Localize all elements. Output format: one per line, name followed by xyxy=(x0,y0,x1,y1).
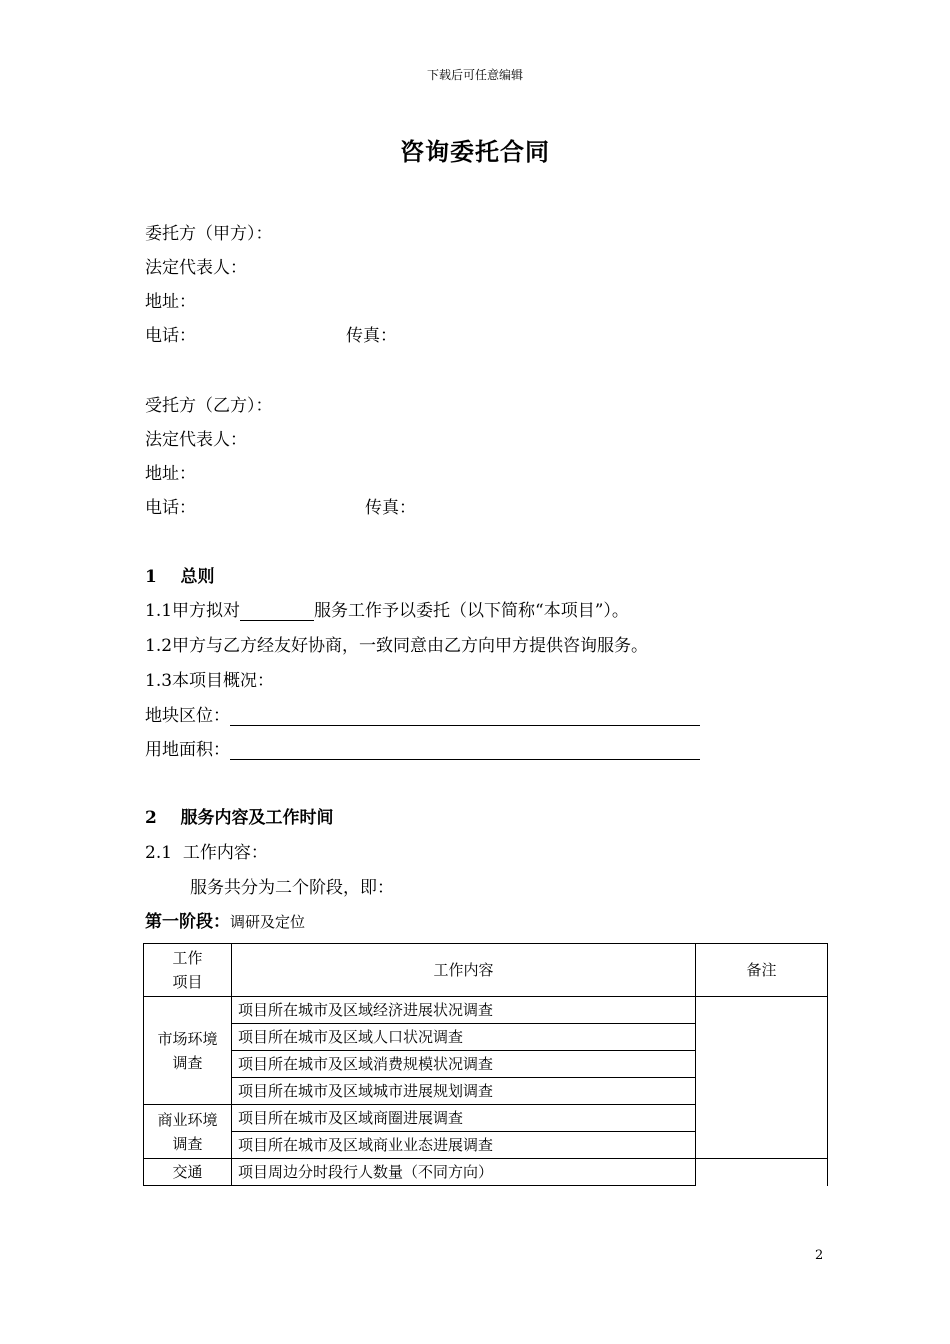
table-header-row xyxy=(144,944,828,997)
party-b-name-label: 受托方（乙方）： xyxy=(145,396,273,416)
party-b-address-label: 地址： xyxy=(145,464,196,484)
land-area-blank xyxy=(230,741,700,760)
party-b-phone-label: 电话： xyxy=(145,498,196,518)
document-title: 咨询委托合同 xyxy=(400,137,550,166)
header-work-content: 工作内容 xyxy=(232,944,696,997)
content-cell: 项目所在城市及区域经济进展状况调查 xyxy=(232,997,696,1024)
item-traffic: 交通 xyxy=(144,1159,232,1186)
content-cell: 项目所在城市及区域商圈进展调查 xyxy=(232,1105,696,1132)
clause-1-1-post: 服务工作予以委托（以下简称“本项目”）。 xyxy=(314,601,629,621)
remarks-cell xyxy=(696,997,828,1159)
party-a-phone-label: 电话： xyxy=(145,326,196,346)
header-remarks: 备注 xyxy=(696,944,828,997)
party-a-name-label: 委托方（甲方）： xyxy=(145,224,273,244)
stage-name: 调研及定位 xyxy=(230,913,306,931)
plot-location-blank xyxy=(230,707,700,726)
plot-location-line xyxy=(145,706,700,726)
page-header: 下载后可任意编辑 xyxy=(426,68,523,82)
party-b-fax-label: 传真： xyxy=(365,498,416,518)
land-area-line xyxy=(145,740,700,760)
work-content-table xyxy=(143,943,828,1186)
clause-2-1: 2.1 工作内容： xyxy=(145,843,268,863)
content-cell: 项目所在城市及区域商业业态进展调查 xyxy=(232,1132,696,1159)
page-number: 2 xyxy=(815,1248,824,1263)
party-a-rep-label: 法定代表人： xyxy=(145,258,247,278)
item-commercial-environment: 商业环境调查 xyxy=(144,1105,232,1159)
remarks-cell-open xyxy=(696,1159,828,1186)
plot-location-label: 地块区位： xyxy=(145,706,230,726)
stage-label: 第一阶段： xyxy=(145,912,230,932)
project-blank xyxy=(240,602,314,621)
clause-1-2: 1.2甲方与乙方经友好协商，一致同意由乙方向甲方提供咨询服务。 xyxy=(145,636,649,656)
land-area-label: 用地面积： xyxy=(145,740,230,760)
section-1-heading: 1 总则 xyxy=(145,567,215,587)
clause-1-1-pre: 1.1甲方拟对 xyxy=(145,601,241,621)
party-a-address-label: 地址： xyxy=(145,292,196,312)
stage-heading xyxy=(145,912,305,932)
table-row xyxy=(144,997,828,1024)
section-2-heading: 2 服务内容及工作时间 xyxy=(145,808,334,828)
clause-1-3: 1.3本项目概况： xyxy=(145,671,275,691)
party-b-rep-label: 法定代表人： xyxy=(145,430,247,450)
header-work-item: 工作 项目 xyxy=(144,944,232,997)
content-cell: 项目所在城市及区域消费规模状况调查 xyxy=(232,1051,696,1078)
content-cell: 项目所在城市及区域城市进展规划调查 xyxy=(232,1078,696,1105)
content-cell: 项目所在城市及区域人口状况调查 xyxy=(232,1024,696,1051)
content-cell: 项目周边分时段行人数量（不同方向） xyxy=(232,1159,696,1186)
party-a-fax-label: 传真： xyxy=(346,326,397,346)
service-intro: 服务共分为二个阶段，即： xyxy=(190,878,394,898)
item-market-environment: 市场环境调查 xyxy=(144,997,232,1105)
clause-1-1 xyxy=(145,601,629,621)
table-row xyxy=(144,1159,828,1186)
